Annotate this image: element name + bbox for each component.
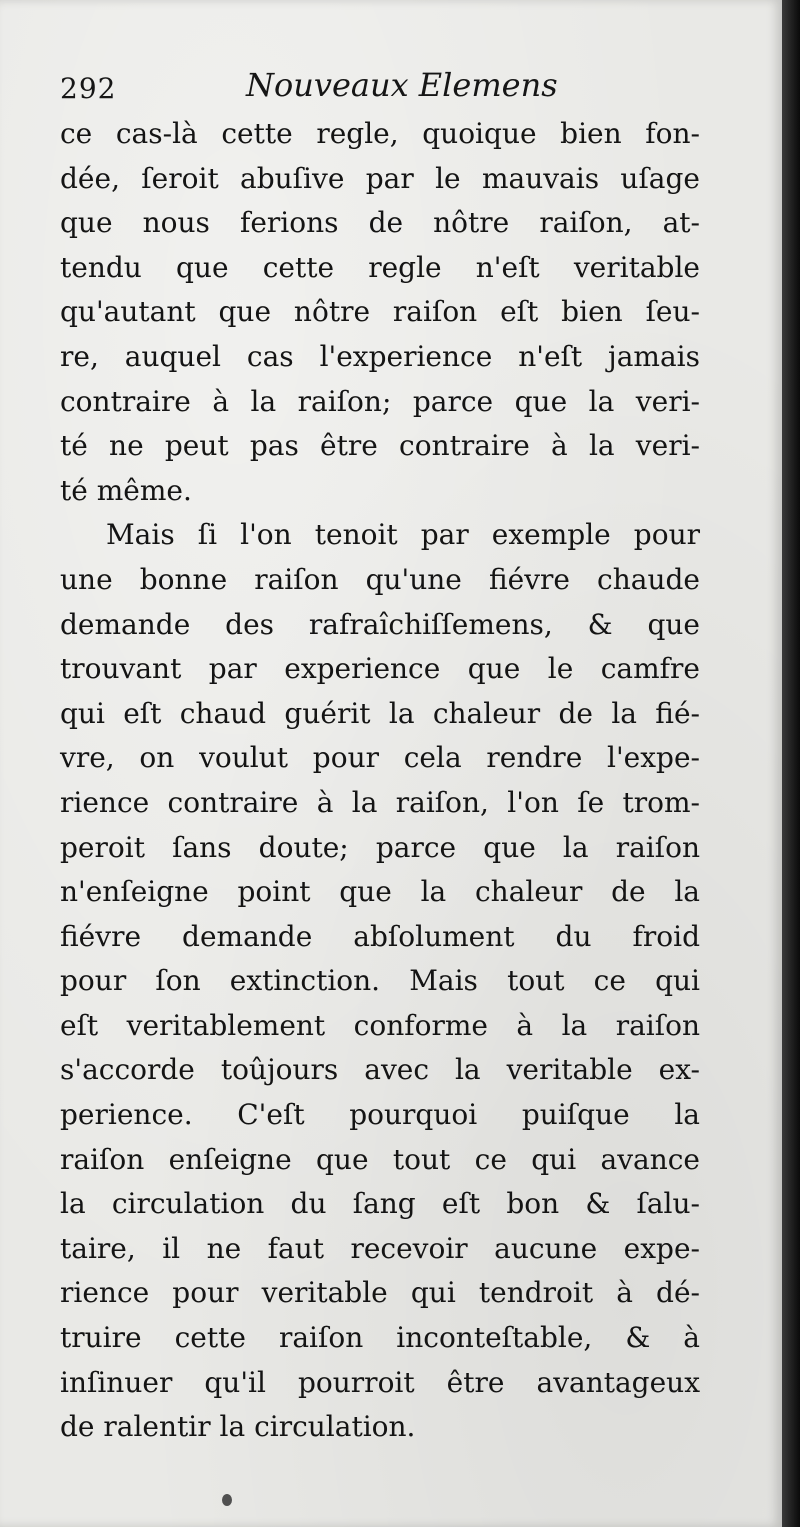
text-line: eſt veritablement conforme à la raiſon (60, 1008, 700, 1042)
text-line: trouvant par experience que le camfre (60, 652, 700, 686)
text-line: qui eſt chaud guérit la chaleur de la fié- (60, 696, 700, 730)
text-line: contraire à la raiſon; parce que la veri- (60, 384, 700, 418)
text-line: n'enſeigne point que la chaleur de la (60, 875, 700, 909)
text-line: peroit ſans doute; parce que la raiſon (60, 830, 700, 864)
text-line: fiévre demande abſolument du froid (60, 919, 700, 953)
text-line: re, auquel cas l'experience n'eſt jamais (60, 339, 700, 373)
page-edge-shadow (782, 0, 800, 1527)
text-line: demande des rafraîchiſſemens, & que (60, 607, 700, 641)
text-line: taire, il ne faut recevoir aucune expe- (60, 1231, 700, 1265)
text-line: truire cette raiſon inconteſtable, & à (60, 1321, 700, 1355)
text-line: inſinuer qu'il pourroit être avantageux (60, 1365, 700, 1399)
text-line: s'accorde toûjours avec la veritable ex- (60, 1053, 700, 1087)
text-line: de ralentir la circulation. (60, 1410, 416, 1444)
text-line: que nous ferions de nôtre raiſon, at- (60, 206, 700, 240)
body-text (60, 112, 700, 1450)
text-line: tendu que cette regle n'eſt veritable (60, 250, 700, 284)
text-line: té ne peut pas être contraire à la veri- (60, 429, 700, 463)
text-line: pour ſon extinction. Mais tout ce qui (60, 964, 700, 998)
text-line: té même. (60, 473, 192, 507)
page-number: 292 (60, 72, 117, 105)
page-header (60, 64, 700, 112)
text-line: la circulation du ſang eſt bon & ſalu- (60, 1187, 700, 1221)
text-line: raiſon enſeigne que tout ce qui avance (60, 1142, 700, 1176)
text-line: rience pour veritable qui tendroit à dé- (60, 1276, 700, 1310)
text-line: une bonne raiſon qu'une fiévre chaude (60, 562, 700, 596)
text-line: ce cas-là cette regle, quoique bien fon- (60, 117, 700, 150)
ink-spot (222, 1494, 232, 1506)
text-line: rience contraire à la raiſon, l'on ſe trom- (60, 785, 700, 819)
text-line: vre, on voulut pour cela rendre l'expe- (60, 741, 700, 775)
running-title: Nouveaux Elemens (246, 66, 558, 104)
text-line: perience. C'eſt pourquoi puiſque la (60, 1098, 700, 1132)
text-line: dée, ſeroit abuſive par le mauvais uſage (60, 161, 700, 195)
text-line: Mais ſi l'on tenoit par exemple pour (106, 518, 700, 552)
text-line: qu'autant que nôtre raiſon eſt bien ſeu- (60, 295, 700, 329)
